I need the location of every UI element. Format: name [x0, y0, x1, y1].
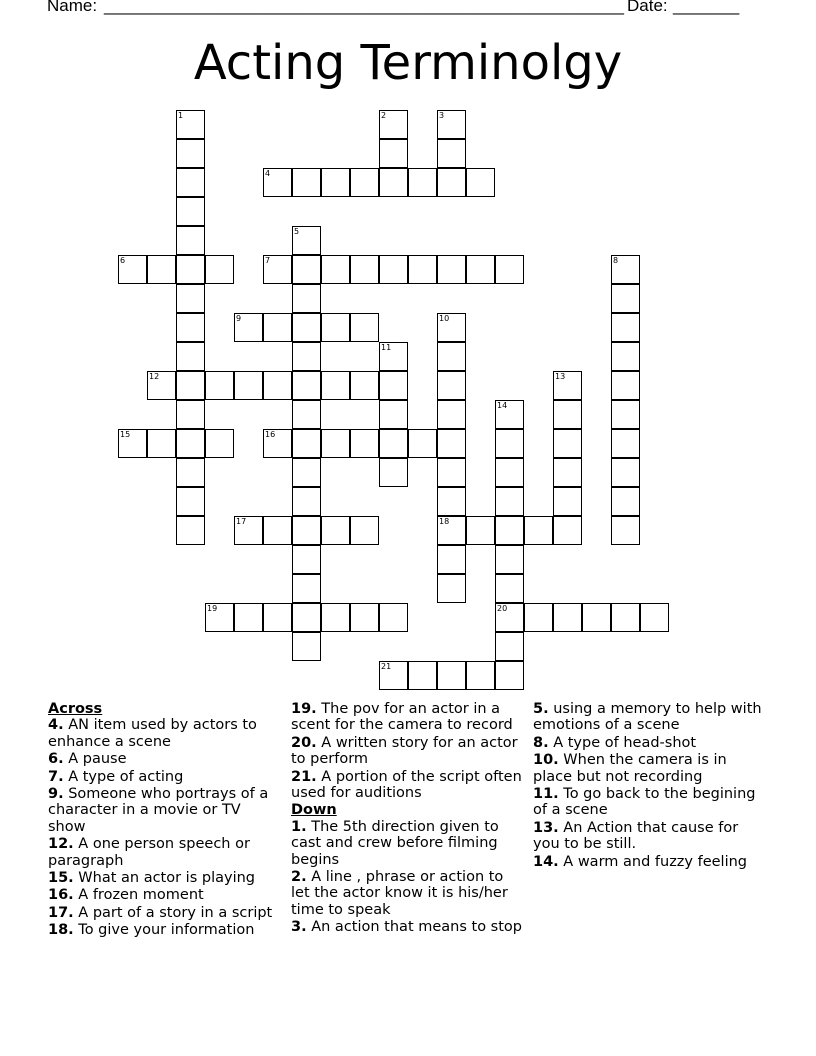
- clue-item: [533, 786, 765, 819]
- clue-item-text: A pause: [68, 751, 127, 768]
- clue-item-text: When the camera is in place but not recording: [533, 752, 727, 785]
- grid-cell[interactable]: [321, 429, 350, 458]
- grid-cell[interactable]: [553, 400, 582, 429]
- grid-cell[interactable]: [466, 255, 495, 284]
- grid-cell[interactable]: [495, 429, 524, 458]
- grid-cell[interactable]: [379, 603, 408, 632]
- clue-item: [48, 870, 280, 886]
- grid-cell[interactable]: [234, 371, 263, 400]
- grid-cell[interactable]: [553, 371, 582, 400]
- clue-item-text: using a memory to help with emotions of a scene: [533, 701, 762, 734]
- clue-item-number: 4.: [48, 717, 64, 734]
- clue-item: [291, 769, 523, 802]
- clue-item-text: The 5th direction given to cast and crew before filming begins: [291, 818, 499, 868]
- grid-cell[interactable]: [292, 574, 321, 603]
- grid-cell[interactable]: [379, 371, 408, 400]
- grid-cell[interactable]: [437, 371, 466, 400]
- grid-cell[interactable]: [176, 429, 205, 458]
- clue-number: 3: [439, 111, 445, 120]
- clue-item: [48, 905, 280, 921]
- clue-number: 18: [439, 517, 450, 526]
- clue-number: 6: [120, 256, 126, 265]
- grid-cell[interactable]: [495, 516, 524, 545]
- grid-cell[interactable]: [321, 313, 350, 342]
- clue-item: [533, 701, 765, 734]
- name-field[interactable]: _______________________________________________________: [104, 0, 625, 15]
- clue-number: 20: [497, 604, 508, 613]
- grid-cell[interactable]: [495, 574, 524, 603]
- grid-cell[interactable]: [263, 603, 292, 632]
- grid-cell[interactable]: [437, 255, 466, 284]
- clue-number: 14: [497, 401, 508, 410]
- clue-item: [533, 854, 765, 870]
- grid-cell[interactable]: [321, 516, 350, 545]
- clue-item: [291, 701, 523, 734]
- clue-item: [48, 836, 280, 869]
- clue-item-number: 17.: [48, 904, 74, 921]
- clue-item-number: 7.: [48, 768, 64, 785]
- grid-cell[interactable]: [350, 516, 379, 545]
- grid-cell[interactable]: [437, 313, 466, 342]
- grid-cell[interactable]: [611, 313, 640, 342]
- grid-cell[interactable]: [176, 487, 205, 516]
- grid-cell[interactable]: [379, 429, 408, 458]
- grid-cell[interactable]: [205, 255, 234, 284]
- name-label: Name:: [47, 0, 98, 15]
- clue-item-text: A frozen moment: [78, 887, 204, 904]
- date-label: Date:: [627, 0, 668, 15]
- grid-cell[interactable]: [611, 400, 640, 429]
- grid-cell[interactable]: [176, 139, 205, 168]
- grid-cell[interactable]: [437, 458, 466, 487]
- grid-cell[interactable]: [495, 545, 524, 574]
- grid-cell[interactable]: [205, 429, 234, 458]
- grid-cell[interactable]: [408, 429, 437, 458]
- clue-item-text: A part of a story in a script: [78, 904, 273, 921]
- grid-cell[interactable]: [292, 545, 321, 574]
- page-title: Acting Terminolgy: [193, 35, 623, 91]
- grid-cell[interactable]: [437, 139, 466, 168]
- grid-cell[interactable]: [466, 516, 495, 545]
- grid-cell[interactable]: [321, 603, 350, 632]
- grid-cell[interactable]: [205, 603, 234, 632]
- clue-item-text: The pov for an actor in a scent for the camera to record: [291, 701, 513, 734]
- grid-cell[interactable]: [437, 400, 466, 429]
- clue-number: 19: [207, 604, 218, 613]
- grid-cell[interactable]: [379, 168, 408, 197]
- clue-item-text: To go back to the begining of a scene: [533, 786, 756, 819]
- grid-cell[interactable]: [176, 371, 205, 400]
- grid-cell[interactable]: [292, 632, 321, 661]
- clue-item-number: 14.: [533, 853, 559, 870]
- grid-cell[interactable]: [350, 429, 379, 458]
- clue-item-text: A written story for an actor to perform: [291, 734, 518, 768]
- grid-cell[interactable]: [524, 516, 553, 545]
- grid-cell[interactable]: [611, 516, 640, 545]
- grid-cell[interactable]: [263, 313, 292, 342]
- grid-cell[interactable]: [408, 255, 437, 284]
- grid-cell[interactable]: [553, 487, 582, 516]
- clue-item: [291, 735, 523, 768]
- grid-cell[interactable]: [176, 110, 205, 139]
- grid-cell[interactable]: [350, 255, 379, 284]
- clue-item: [533, 735, 765, 751]
- grid-cell[interactable]: [263, 516, 292, 545]
- grid-cell[interactable]: [408, 661, 437, 690]
- grid-cell[interactable]: [292, 458, 321, 487]
- grid-cell[interactable]: [234, 313, 263, 342]
- grid-cell[interactable]: [553, 603, 582, 632]
- grid-cell[interactable]: [553, 429, 582, 458]
- clue-number: 12: [149, 372, 160, 381]
- grid-cell[interactable]: [524, 603, 553, 632]
- grid-cell[interactable]: [263, 429, 292, 458]
- grid-cell[interactable]: [147, 255, 176, 284]
- clue-item-number: 12.: [48, 836, 74, 853]
- grid-cell[interactable]: [640, 603, 669, 632]
- grid-cell[interactable]: [495, 661, 524, 690]
- clue-item-number: 19.: [291, 701, 317, 717]
- clue-item-number: 20.: [291, 734, 317, 751]
- grid-cell[interactable]: [234, 516, 263, 545]
- clue-number: 2: [381, 111, 387, 120]
- grid-cell[interactable]: [263, 168, 292, 197]
- clue-number: 10: [439, 314, 450, 323]
- grid-cell[interactable]: [611, 458, 640, 487]
- grid-cell[interactable]: [611, 429, 640, 458]
- clue-number: 21: [381, 662, 392, 671]
- grid-cell[interactable]: [176, 313, 205, 342]
- grid-cell[interactable]: [437, 487, 466, 516]
- grid-cell[interactable]: [176, 342, 205, 371]
- grid-cell[interactable]: [379, 139, 408, 168]
- grid-cell[interactable]: [176, 197, 205, 226]
- grid-cell[interactable]: [495, 255, 524, 284]
- clue-column-2: [291, 701, 523, 937]
- header-line: [47, 0, 767, 18]
- clue-column-3: [533, 701, 765, 871]
- clue-item-number: 2.: [291, 869, 307, 886]
- grid-cell[interactable]: [495, 458, 524, 487]
- grid-cell[interactable]: [553, 516, 582, 545]
- clue-item: [291, 869, 523, 918]
- clue-item: [48, 922, 280, 938]
- clue-item-number: 9.: [48, 786, 64, 803]
- grid-cell[interactable]: [437, 661, 466, 690]
- grid-cell[interactable]: [234, 603, 263, 632]
- grid-cell[interactable]: [176, 516, 205, 545]
- clue-number: 1: [178, 111, 184, 120]
- grid-cell[interactable]: [611, 255, 640, 284]
- clue-item: [48, 887, 280, 903]
- grid-cell[interactable]: [495, 487, 524, 516]
- clue-number: 9: [236, 314, 242, 323]
- clue-item-text: What an actor is playing: [78, 870, 255, 887]
- clue-number: 5: [294, 227, 300, 236]
- grid-cell[interactable]: [118, 255, 147, 284]
- grid-cell[interactable]: [292, 168, 321, 197]
- grid-cell[interactable]: [379, 458, 408, 487]
- grid-cell[interactable]: [292, 400, 321, 429]
- clue-item: [291, 919, 523, 935]
- grid-cell[interactable]: [379, 342, 408, 371]
- grid-cell[interactable]: [292, 313, 321, 342]
- grid-cell[interactable]: [437, 168, 466, 197]
- grid-cell[interactable]: [292, 371, 321, 400]
- clue-item-text: An action that means to stop: [311, 919, 522, 936]
- grid-cell[interactable]: [321, 168, 350, 197]
- grid-cell[interactable]: [292, 603, 321, 632]
- clue-item-text: An Action that cause for you to be still.: [533, 819, 739, 853]
- clue-item: [48, 769, 280, 785]
- clue-item-text: A one person speech or paragraph: [48, 836, 250, 869]
- grid-cell[interactable]: [176, 458, 205, 487]
- clue-item-number: 15.: [48, 870, 74, 887]
- clue-item-number: 5.: [533, 701, 549, 717]
- grid-cell[interactable]: [582, 603, 611, 632]
- grid-cell[interactable]: [350, 603, 379, 632]
- clue-item-number: 13.: [533, 819, 559, 836]
- grid-cell[interactable]: [176, 284, 205, 313]
- grid-cell[interactable]: [466, 168, 495, 197]
- clue-number: 8: [613, 256, 619, 265]
- grid-cell[interactable]: [611, 603, 640, 632]
- grid-cell[interactable]: [176, 255, 205, 284]
- grid-cell[interactable]: [437, 516, 466, 545]
- clue-item-text: A type of acting: [68, 768, 184, 785]
- grid-cell[interactable]: [176, 400, 205, 429]
- grid-cell[interactable]: [611, 284, 640, 313]
- clue-column-1: [48, 701, 280, 940]
- clue-item-text: A portion of the script often used for auditions: [291, 768, 522, 802]
- clue-item-number: 6.: [48, 751, 64, 768]
- grid-cell[interactable]: [176, 168, 205, 197]
- grid-cell[interactable]: [437, 110, 466, 139]
- grid-cell[interactable]: [437, 342, 466, 371]
- grid-cell[interactable]: [611, 371, 640, 400]
- grid-cell[interactable]: [147, 429, 176, 458]
- clue-item: [48, 751, 280, 767]
- clue-item: [48, 717, 280, 750]
- grid-cell[interactable]: [350, 168, 379, 197]
- grid-cell[interactable]: [379, 255, 408, 284]
- grid-cell[interactable]: [350, 371, 379, 400]
- grid-cell[interactable]: [205, 371, 234, 400]
- clue-item-text: AN item used by actors to enhance a scene: [48, 717, 257, 750]
- grid-cell[interactable]: [263, 371, 292, 400]
- clue-item-text: Someone who portrays of a character in a movie or TV show: [48, 786, 269, 835]
- grid-cell[interactable]: [379, 110, 408, 139]
- clue-item-number: 21.: [291, 768, 317, 785]
- clue-item-number: 1.: [291, 818, 307, 835]
- grid-cell[interactable]: [495, 603, 524, 632]
- grid-cell[interactable]: [292, 255, 321, 284]
- clue-number: 16: [265, 430, 276, 439]
- clue-item-number: 11.: [533, 786, 559, 803]
- grid-cell[interactable]: [495, 400, 524, 429]
- grid-cell[interactable]: [437, 574, 466, 603]
- clue-item-number: 18.: [48, 922, 74, 939]
- grid-cell[interactable]: [321, 255, 350, 284]
- grid-cell[interactable]: [292, 516, 321, 545]
- clue-item: [533, 820, 765, 853]
- clue-number: 15: [120, 430, 131, 439]
- grid-cell[interactable]: [292, 284, 321, 313]
- grid-cell[interactable]: [553, 458, 582, 487]
- clue-number: 13: [555, 372, 566, 381]
- grid-cell[interactable]: [437, 545, 466, 574]
- clue-number: 11: [381, 343, 392, 352]
- grid-cell[interactable]: [292, 226, 321, 255]
- date-field[interactable]: _______: [673, 0, 740, 15]
- clue-item-number: 3.: [291, 919, 307, 936]
- grid-cell[interactable]: [147, 371, 176, 400]
- grid-cell[interactable]: [495, 632, 524, 661]
- grid-cell[interactable]: [611, 342, 640, 371]
- clue-item-number: 8.: [533, 734, 549, 751]
- clue-number: 17: [236, 517, 247, 526]
- clue-item: [533, 752, 765, 785]
- grid-cell[interactable]: [118, 429, 147, 458]
- clue-item-text: A warm and fuzzy feeling: [563, 853, 748, 870]
- across-heading: Across: [48, 701, 103, 717]
- clue-number: 7: [265, 256, 271, 265]
- clue-item-text: To give your information: [78, 922, 255, 939]
- clue-item: [48, 786, 280, 835]
- grid-cell[interactable]: [379, 400, 408, 429]
- clue-item-text: A type of head-shot: [553, 734, 697, 751]
- grid-cell[interactable]: [379, 661, 408, 690]
- grid-cell[interactable]: [408, 168, 437, 197]
- grid-cell[interactable]: [292, 429, 321, 458]
- grid-cell[interactable]: [350, 313, 379, 342]
- grid-cell[interactable]: [437, 429, 466, 458]
- clue-number: 4: [265, 169, 271, 178]
- grid-cell[interactable]: [292, 342, 321, 371]
- grid-cell[interactable]: [321, 371, 350, 400]
- grid-cell[interactable]: [292, 487, 321, 516]
- grid-cell[interactable]: [611, 487, 640, 516]
- grid-cell[interactable]: [176, 226, 205, 255]
- grid-cell[interactable]: [263, 255, 292, 284]
- grid-cell[interactable]: [466, 661, 495, 690]
- clue-item-number: 16.: [48, 887, 74, 904]
- clue-item-number: 10.: [533, 752, 559, 769]
- down-heading: Down: [291, 802, 337, 819]
- clue-item-text: A line , phrase or action to let the actor know it is his/her time to speak: [291, 869, 508, 918]
- clue-item: [291, 819, 523, 868]
